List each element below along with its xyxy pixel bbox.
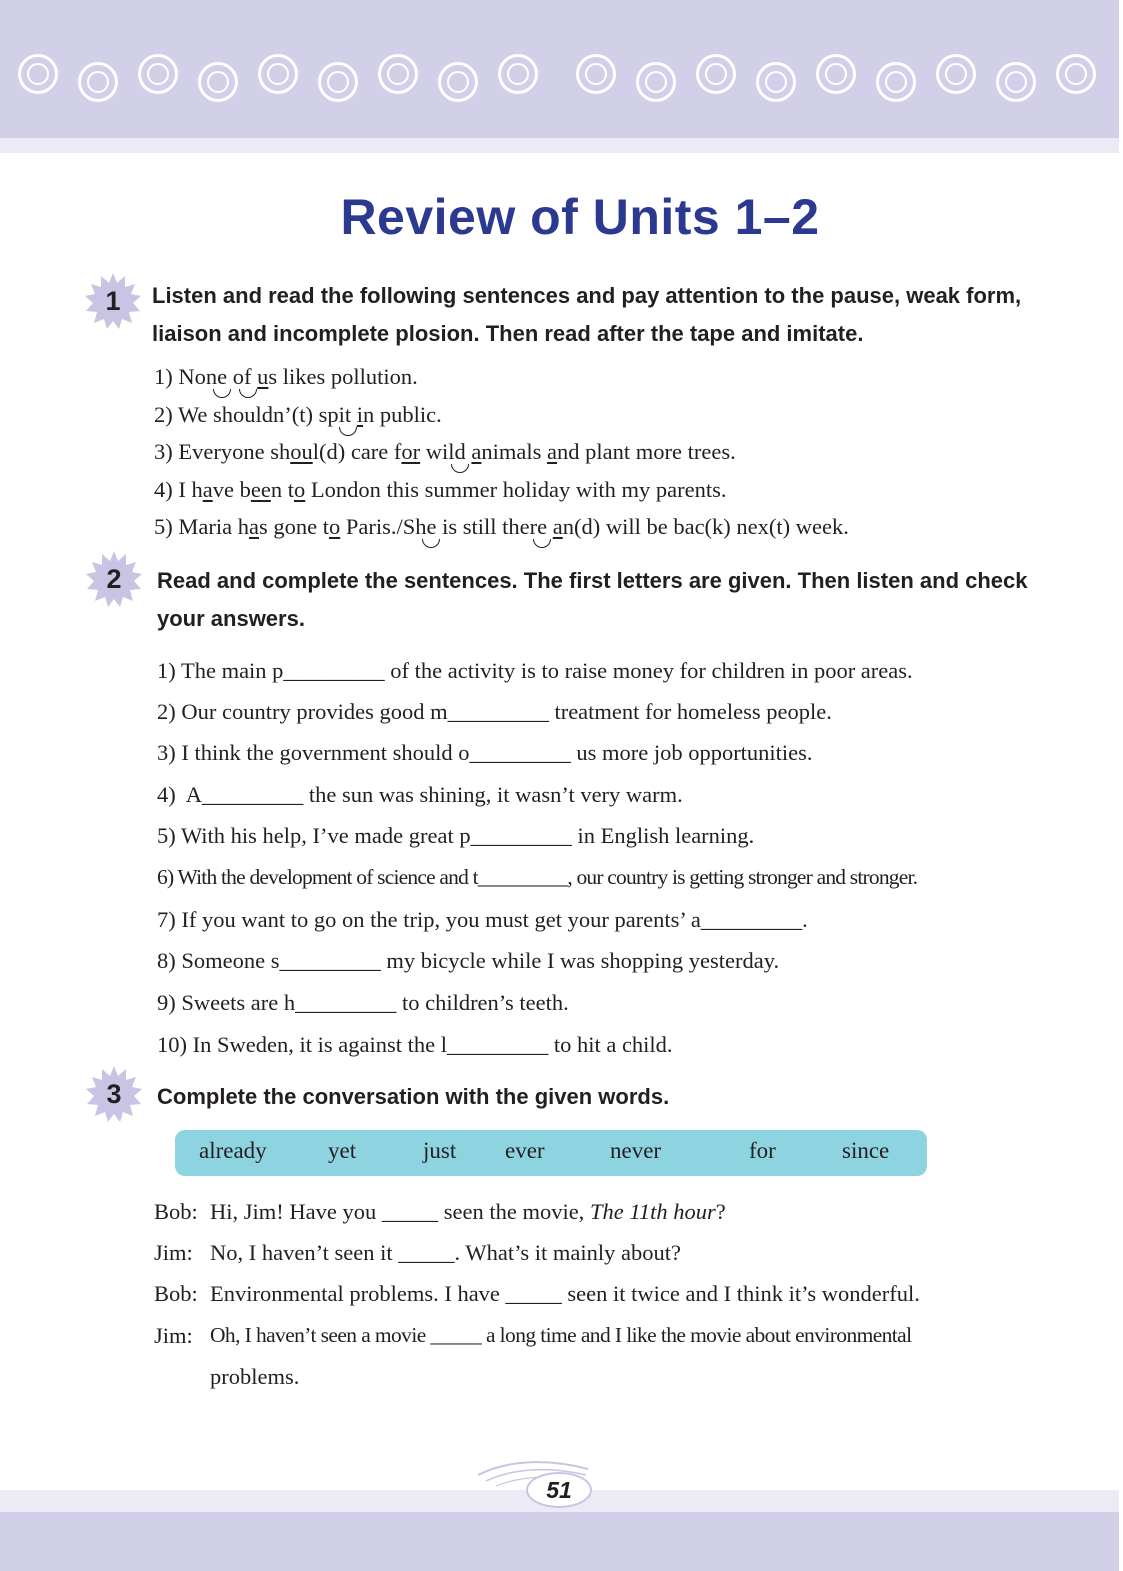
- ring-icon: [936, 54, 976, 94]
- ring-icon: [816, 54, 856, 94]
- sentence-2-9: 9) Sweets are h_________ to children’s teeth.: [157, 990, 569, 1015]
- speaker-label: Bob:: [154, 1199, 198, 1224]
- sentence-1-2: 2) We shouldn’(t) spit in public.: [154, 402, 442, 427]
- liaison-mark: d: [454, 439, 466, 464]
- ring-icon: [378, 54, 418, 94]
- word-bank-item: just: [423, 1138, 457, 1163]
- section-3-instruction: Complete the conversation with the given words.: [157, 1084, 670, 1109]
- weak-form-mark: a: [471, 439, 482, 464]
- weak-form-mark: ou: [290, 439, 313, 464]
- ring-icon: [498, 54, 538, 94]
- weak-form-mark: a: [547, 439, 558, 464]
- section-3-badge: [86, 1066, 142, 1122]
- sentence-2-4: 4) A_________ the sun was shining, it wasn’t very warm.: [157, 782, 683, 807]
- section-2-badge: [86, 551, 142, 607]
- ring-icon: [438, 62, 478, 102]
- section-number: 1: [105, 286, 121, 316]
- dialogue-line-continued: problems.: [210, 1364, 300, 1389]
- page-number: 51: [546, 1477, 572, 1503]
- sentence-2-2: 2) Our country provides good m_________ treatment for homeless people.: [157, 699, 832, 724]
- sentence-2-10: 10) In Sweden, it is against the l_________ to hit a child.: [157, 1032, 673, 1057]
- movie-title: The 11th hour: [589, 1199, 716, 1224]
- weak-form-mark: or: [401, 439, 421, 464]
- sentence-1-1: 1) None of us likes pollution.: [154, 364, 418, 389]
- liaison-mark: t: [344, 402, 352, 427]
- sentence-2-8: 8) Someone s_________ my bicycle while I was shopping yesterday.: [157, 948, 780, 973]
- page-title: Review of Units 1–2: [340, 189, 820, 245]
- ring-icon: [198, 62, 238, 102]
- word-bank-item: already: [199, 1138, 267, 1163]
- ring-icon: [636, 62, 676, 102]
- weak-form-mark: o: [328, 514, 341, 539]
- section-2-instruction: Read and complete the sentences. The first letters are given. Then listen and check your answers.: [157, 568, 1028, 631]
- section-1-instruction: Listen and read the following sentences and pay attention to the pause, weak form, liaison and incomplete plosion. Then read after the tape and imitate.: [152, 283, 1022, 346]
- ring-icon: [576, 54, 616, 94]
- weak-form-mark: u: [257, 364, 269, 389]
- sentence-2-7: 7) If you want to go on the trip, you must get your parents’ a_________.: [157, 907, 808, 932]
- word-bank: [175, 1130, 927, 1176]
- speaker-label: Bob:: [154, 1281, 198, 1306]
- ring-icon: [1056, 54, 1096, 94]
- sentence-2-3: 3) I think the government should o_________ us more job opportunities.: [157, 740, 813, 765]
- ring-icon: [78, 62, 118, 102]
- word-bank-item: yet: [328, 1138, 357, 1163]
- word-bank-item: for: [749, 1138, 776, 1163]
- footer-band: [0, 1512, 1119, 1571]
- dialogue-line: Hi, Jim! Have you _____ seen the movie, The 11th hour?: [210, 1199, 726, 1224]
- sentence-1-4: 4) I have been to London this summer holiday with my parents.: [154, 477, 727, 502]
- dialogue-line: Oh, I haven’t seen a movie _____ a long time and I like the movie about environmental: [210, 1323, 912, 1347]
- ring-icon: [318, 62, 358, 102]
- ring-icon: [696, 54, 736, 94]
- section-number: 3: [106, 1079, 122, 1109]
- sentence-2-6: 6) With the development of science and t_________, our country is getting stronger and stronger.: [157, 865, 918, 889]
- weak-form-mark: o: [294, 477, 306, 502]
- dialogue-line: Environmental problems. I have _____ seen it twice and I think it’s wonderful.: [210, 1281, 920, 1306]
- liaison-mark: e: [537, 514, 548, 539]
- weak-form-mark: i: [356, 402, 364, 427]
- ring-icon: [258, 54, 298, 94]
- word-bank-item: ever: [505, 1138, 545, 1163]
- word-bank-item: since: [842, 1138, 890, 1163]
- weak-form-mark: ee: [250, 477, 271, 502]
- ring-icon: [138, 54, 178, 94]
- ring-icon: [876, 62, 916, 102]
- dialogue-line: No, I haven’t seen it _____. What’s it mainly about?: [210, 1240, 681, 1265]
- ring-icon: [756, 62, 796, 102]
- ring-icon: [18, 54, 58, 94]
- section-number: 2: [106, 564, 122, 594]
- weak-form-mark: a: [248, 514, 259, 539]
- header-stripe: [0, 138, 1119, 153]
- section-1-badge: [85, 273, 141, 329]
- sentence-2-5: 5) With his help, I’ve made great p_________ in English learning.: [157, 823, 755, 848]
- weak-form-mark: a: [202, 477, 213, 502]
- liaison-mark: e: [426, 514, 437, 539]
- weak-form-mark: a: [552, 514, 563, 539]
- ring-icon: [996, 62, 1036, 102]
- sentence-2-1: 1) The main p_________ of the activity is to raise money for children in poor areas.: [157, 658, 913, 683]
- liaison-mark: f: [244, 364, 252, 389]
- word-bank-item: never: [610, 1138, 662, 1163]
- speaker-label: Jim:: [154, 1323, 193, 1348]
- speaker-label: Jim:: [154, 1240, 193, 1265]
- page-number-badge: [470, 1455, 610, 1515]
- liaison-mark: e: [217, 364, 228, 389]
- sentence-1-5: 5) Maria has gone to Paris./She is still there an(d) will be bac(k) nex(t) week.: [154, 514, 849, 539]
- sentence-1-3: 3) Everyone shoul(d) care for wild animals and plant more trees.: [154, 439, 736, 464]
